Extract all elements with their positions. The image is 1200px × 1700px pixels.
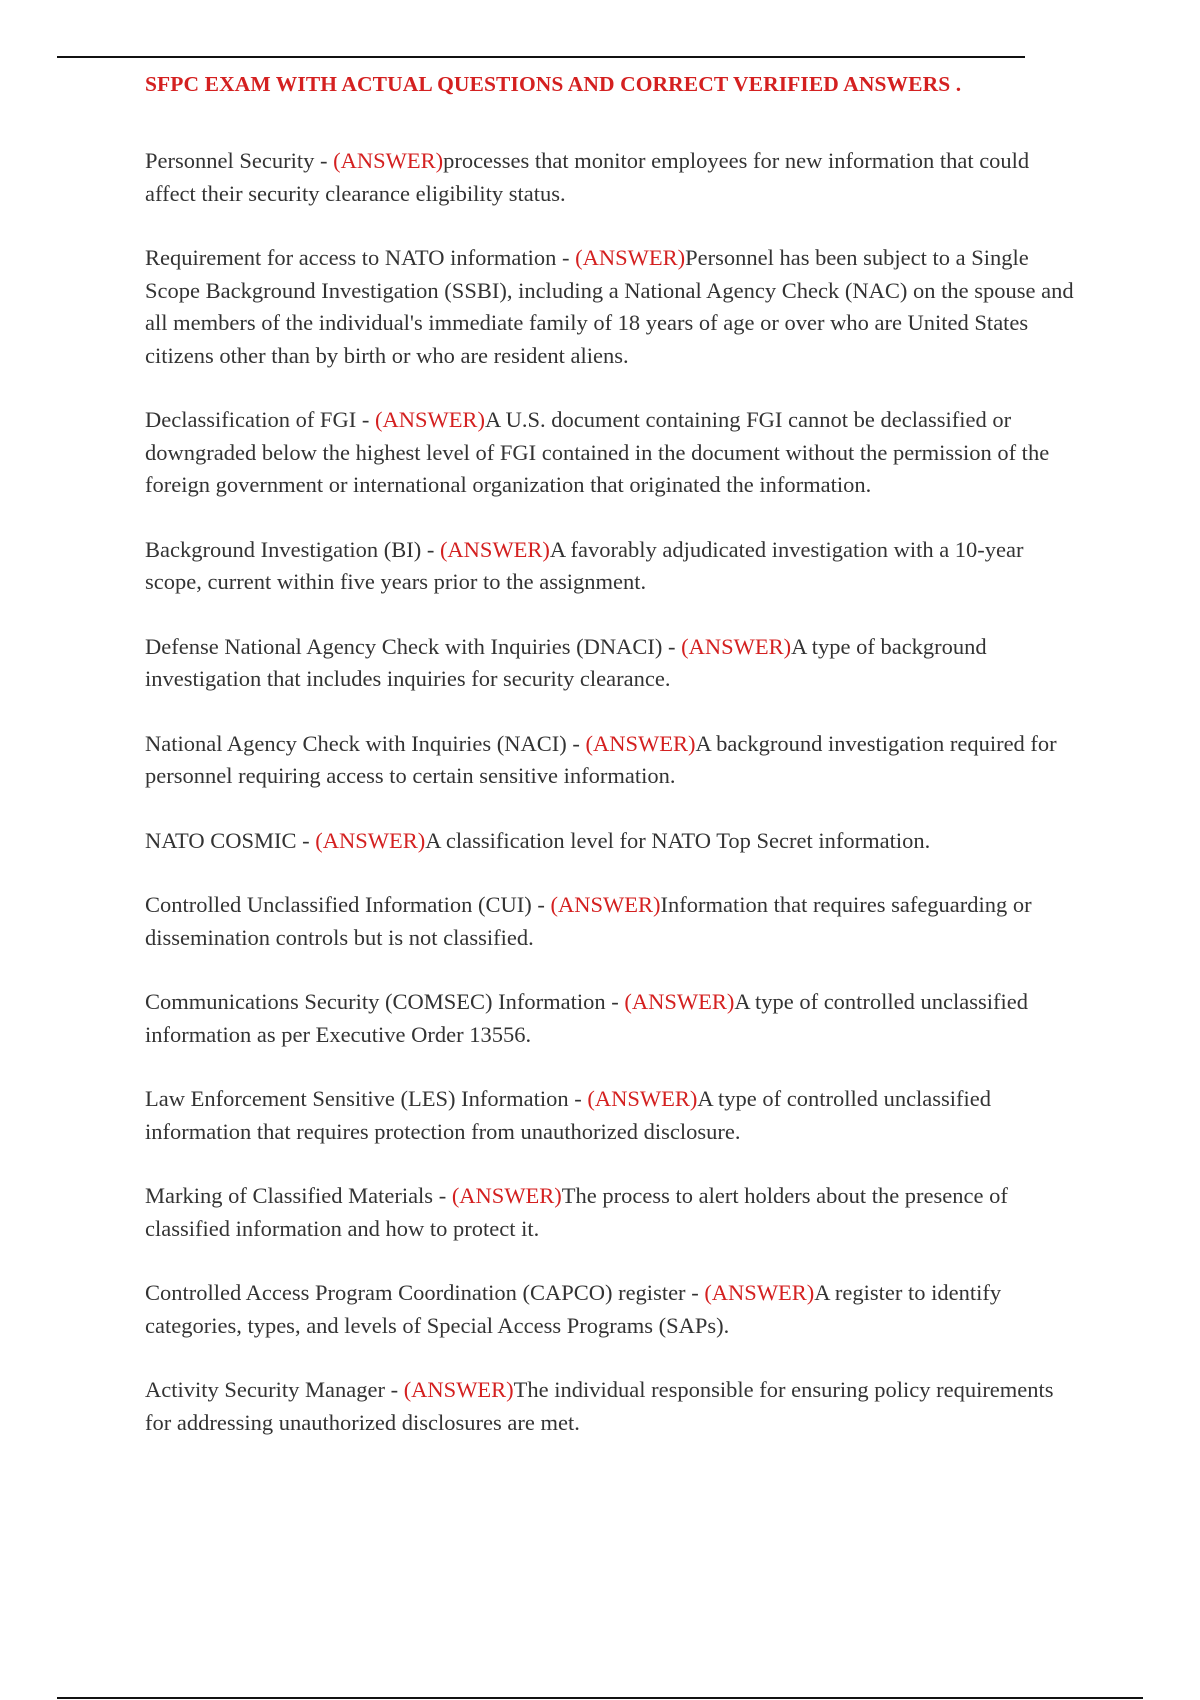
- answer-tag: (ANSWER): [439, 536, 550, 562]
- qa-definition: A type of controlled unclassified information as per Executive Order 13556.: [145, 989, 1029, 1047]
- qa-separator: -: [384, 1377, 404, 1402]
- qa-item: [145, 1083, 1085, 1148]
- qa-definition: Information that requires safeguarding or dissemination controls but is not classified.: [145, 892, 1032, 950]
- answer-tag: (ANSWER): [575, 245, 686, 270]
- qa-definition: The process to alert holders about the presence of classified information and how to protect it.: [145, 1183, 1008, 1241]
- qa-separator: -: [356, 407, 375, 432]
- qa-item: [145, 1277, 1085, 1342]
- qa-item: [145, 242, 1085, 372]
- answer-tag: (ANSWER): [550, 892, 661, 917]
- qa-item: [145, 1180, 1085, 1245]
- top-divider: [57, 56, 1025, 58]
- qa-item: [145, 145, 1085, 210]
- answer-tag: (ANSWER): [374, 407, 485, 432]
- qa-separator: -: [314, 148, 334, 173]
- qa-item: [145, 631, 1085, 696]
- qa-term: National Agency Check with Inquiries (NACI): [145, 730, 567, 756]
- answer-tag: (ANSWER): [451, 1183, 562, 1208]
- qa-item: [145, 534, 1085, 599]
- qa-term: Defense National Agency Check with Inquiries (DNACI): [145, 633, 663, 659]
- qa-item: [145, 889, 1085, 954]
- qa-definition: Personnel has been subject to a Single Scope Background Investigation (SSBI), including a National Agency Check (NAC) on the spouse and all members of the individual's immediate family of 18 years of age or over who are United States citizens other than by birth or who are resident aliens.: [145, 245, 1074, 368]
- qa-separator: -: [605, 989, 625, 1014]
- qa-separator: -: [421, 536, 440, 562]
- qa-term: Marking of Classified Materials: [145, 1183, 434, 1208]
- qa-separator: -: [566, 730, 586, 756]
- document-title: SFPC EXAM WITH ACTUAL QUESTIONS AND CORRECT VERIFIED ANSWERS .: [145, 72, 962, 96]
- qa-separator: -: [568, 1086, 588, 1111]
- qa-list: [145, 145, 1085, 1471]
- qa-item: [145, 728, 1085, 793]
- qa-term: Controlled Access Program Coordination (CAPCO) register: [145, 1280, 686, 1305]
- qa-term: Declassification of FGI: [145, 407, 357, 432]
- qa-definition: A register to identify categories, types, and levels of Special Access Programs (SAPs).: [145, 1280, 1002, 1338]
- qa-item: [145, 404, 1085, 502]
- qa-definition: processes that monitor employees for new information that could affect their security clearance eligibility status.: [145, 148, 1030, 206]
- qa-item: [145, 1374, 1085, 1439]
- qa-definition: A U.S. document containing FGI cannot be declassified or downgraded below the highest level of FGI contained in the document without the permission of the foreign government or international organization that originated the information.: [145, 407, 1050, 497]
- qa-separator: -: [556, 245, 576, 270]
- answer-tag: (ANSWER): [587, 1086, 698, 1111]
- qa-item: [145, 825, 1085, 858]
- qa-definition: A background investigation required for personnel requiring access to certain sensitive information.: [145, 730, 1057, 788]
- qa-separator: -: [685, 1280, 705, 1305]
- qa-term: Personnel Security: [145, 148, 315, 173]
- answer-tag: (ANSWER): [333, 148, 444, 173]
- qa-term: NATO COSMIC: [145, 827, 297, 853]
- qa-term: Requirement for access to NATO information: [145, 245, 557, 270]
- qa-definition: A type of background investigation that includes inquiries for security clearance.: [145, 633, 987, 691]
- answer-tag: (ANSWER): [704, 1280, 815, 1305]
- bottom-divider: [57, 1697, 1143, 1699]
- qa-separator: -: [662, 633, 682, 659]
- qa-separator: -: [531, 892, 551, 917]
- qa-item: [145, 986, 1085, 1051]
- answer-tag: (ANSWER): [403, 1377, 514, 1402]
- answer-tag: (ANSWER): [624, 989, 735, 1014]
- answer-tag: (ANSWER): [681, 633, 792, 659]
- qa-term: Background Investigation (BI): [145, 536, 422, 562]
- qa-term: Controlled Unclassified Information (CUI): [145, 892, 532, 917]
- qa-separator: -: [296, 827, 316, 853]
- qa-definition: A classification level for NATO Top Secret information.: [425, 827, 931, 853]
- qa-definition: The individual responsible for ensuring policy requirements for addressing unauthorized disclosures are met.: [145, 1377, 1054, 1435]
- answer-tag: (ANSWER): [585, 730, 696, 756]
- qa-term: Activity Security Manager: [145, 1377, 385, 1402]
- qa-definition: A type of controlled unclassified information that requires protection from unauthorized disclosure.: [145, 1086, 992, 1144]
- answer-tag: (ANSWER): [315, 827, 426, 853]
- qa-term: Communications Security (COMSEC) Information: [145, 989, 606, 1014]
- qa-separator: -: [433, 1183, 452, 1208]
- qa-term: Law Enforcement Sensitive (LES) Information: [145, 1086, 569, 1111]
- qa-definition: A favorably adjudicated investigation with a 10-year scope, current within five years prior to the assignment.: [145, 536, 1024, 594]
